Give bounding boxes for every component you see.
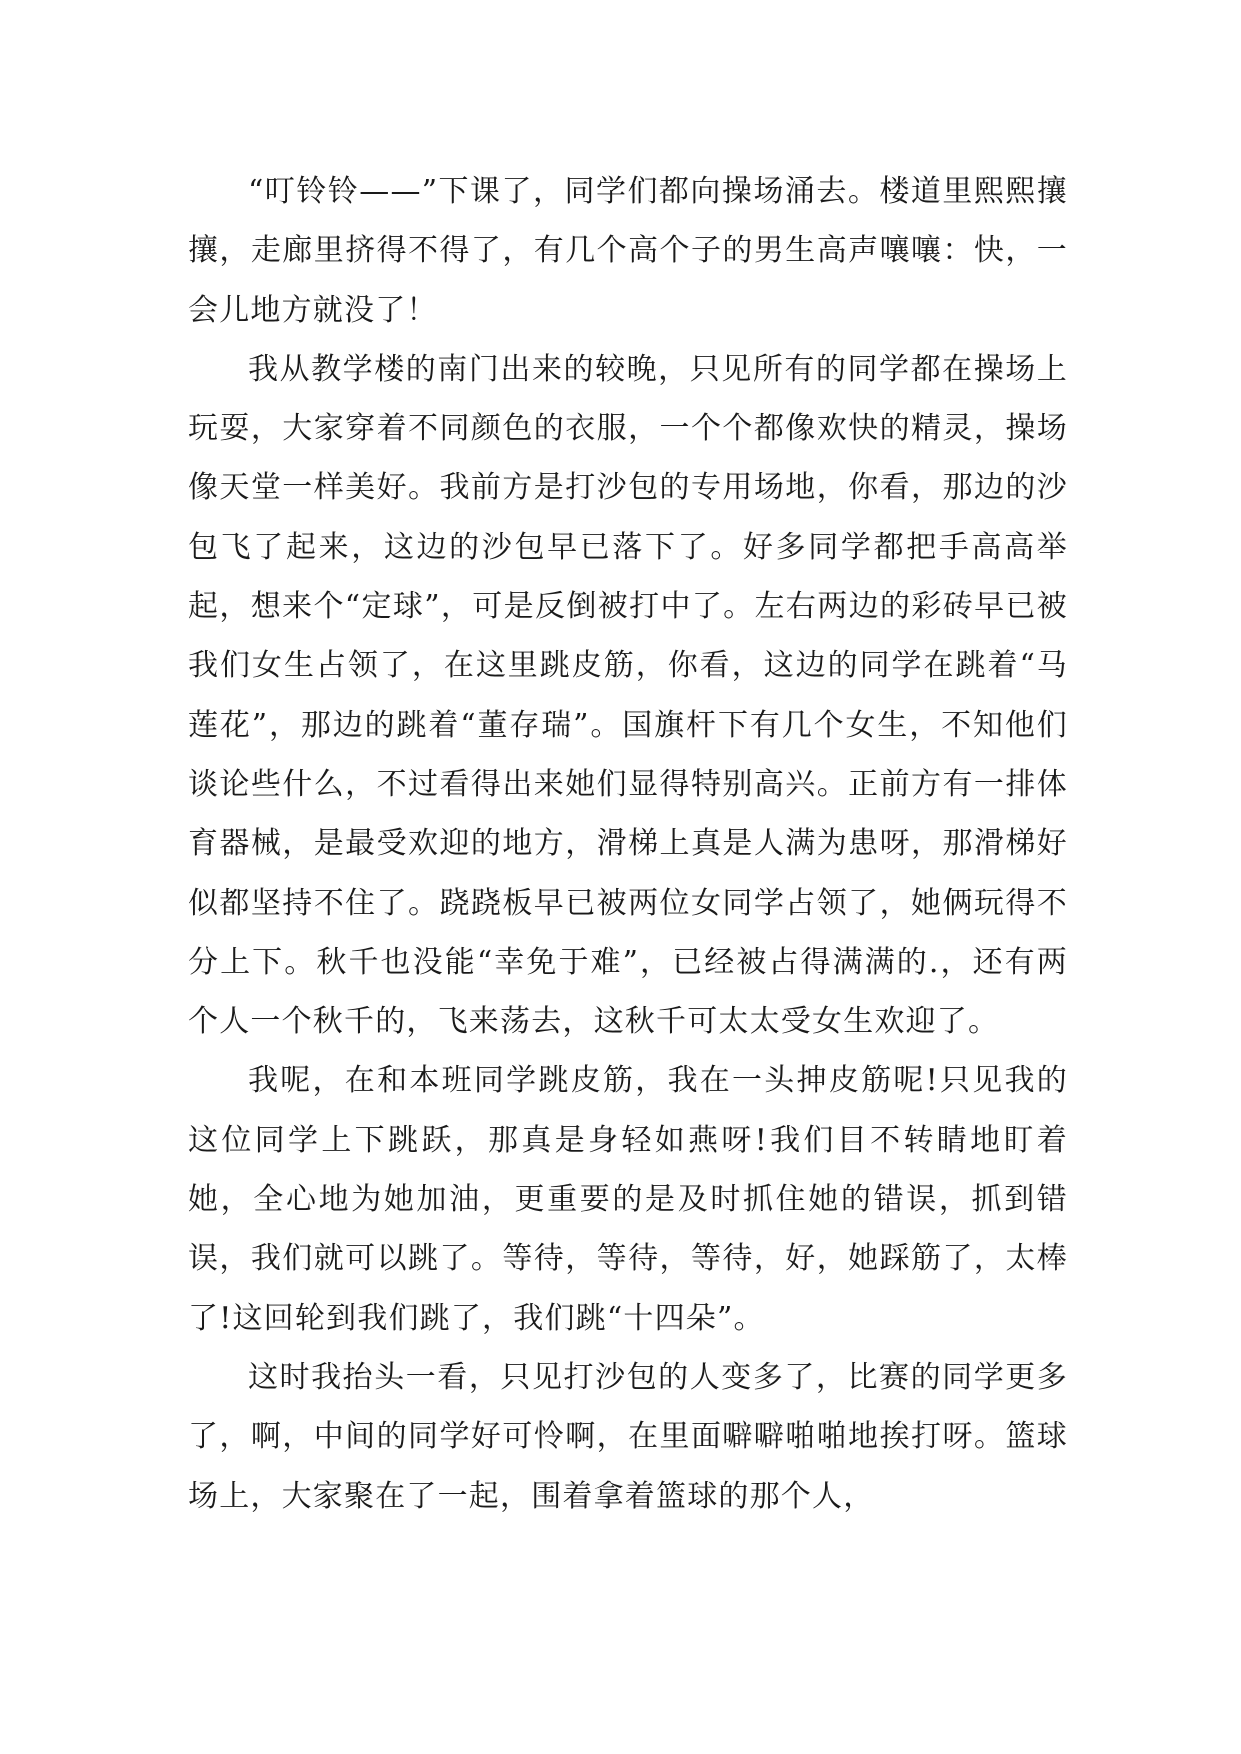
paragraph-1: “叮铃铃——”下课了，同学们都向操场涌去。楼道里熙熙攘攘，走廊里挤得不得了，有几个高个子的男生高声嚷嚷：快，一会儿地方就没了！ [188, 174, 1068, 328]
paragraph-2: 我从教学楼的南门出来的较晚，只见所有的同学都在操场上玩耍，大家穿着不同颜色的衣服，一个个都像欢快的精灵，操场像天堂一样美好。我前方是打沙包的专用场地，你看，那边的沙包飞了起来，这边的沙包早已落下了。好多同学都把手高高举起，想来个“定球”，可是反倒被打中了。左右两边的彩砖早已被我们女生占领了，在这里跳皮筋，你看，这边的同学在跳着“马莲花”，那边的跳着“董存瑞”。国旗杆下有几个女生，不知他们谈论些什么，不过看得出来她们显得特别高兴。正前方有一排体育器械，是最受欢迎的地方，滑梯上真是人满为患呀，那滑梯好似都坚持不住了。跷跷板早已被两位女同学占领了，她俩玩得不分上下。秋千也没能“幸免于难”，已经被占得满满的.，还有两个人一个秋千的，飞来荡去，这秋千可太太受女生欢迎了。 [188, 351, 1068, 1040]
paragraph-3: 我呢，在和本班同学跳皮筋，我在一头抻皮筋呢!只见我的这位同学上下跳跃，那真是身轻如燕呀!我们目不转睛地盯着她，全心地为她加油，更重要的是及时抓住她的错误，抓到错误，我们就可以跳了。等待，等待，等待，好，她踩筋了，太棒了!这回轮到我们跳了，我们跳“十四朵”。 [188, 1063, 1068, 1336]
essay-body [188, 162, 1068, 1526]
paragraph-4: 这时我抬头一看，只见打沙包的人变多了，比赛的同学更多了，啊，中间的同学好可怜啊，在里面噼噼啪啪地挨打呀。篮球场上，大家聚在了一起，围着拿着篮球的那个人， [188, 1359, 1068, 1514]
